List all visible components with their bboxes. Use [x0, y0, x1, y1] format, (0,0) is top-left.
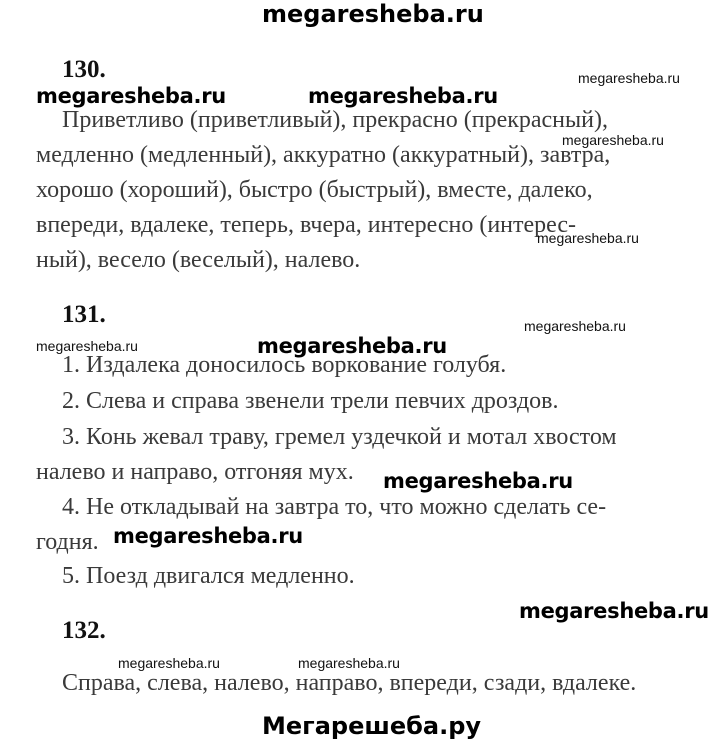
exercise-131-line-5: 4. Не откладывай на завтра то, что можно сделать се-: [62, 494, 607, 520]
watermark-small: megaresheba.ru: [537, 230, 639, 246]
watermark-small: megaresheba.ru: [118, 655, 220, 671]
watermark-small: megaresheba.ru: [298, 655, 400, 671]
watermark-large: megaresheba.ru: [519, 599, 709, 623]
watermark-large: megaresheba.ru: [308, 84, 498, 108]
exercise-131-line-2: 2. Слева и справа звенели трели певчих дроздов.: [62, 388, 559, 414]
watermark-small: megaresheba.ru: [578, 70, 680, 86]
exercise-131-line-1: 1. Издалека доносилось воркование голубя.: [62, 352, 507, 378]
exercise-132-number: 132.: [62, 617, 106, 644]
exercise-130-line-1: Приветливо (приветливый), прекрасно (прекрасный),: [62, 107, 608, 133]
header-site-name: megaresheba.ru: [262, 0, 484, 28]
watermark-large: megaresheba.ru: [383, 469, 573, 493]
exercise-131-line-4: налево и направо, отгоняя мух.: [36, 459, 354, 485]
exercise-131-line-3: 3. Конь жевал траву, гремел уздечкой и мотал хвостом: [62, 424, 617, 450]
footer-site-name: Мегарешеба.ру: [262, 712, 482, 740]
watermark-large: megaresheba.ru: [113, 524, 303, 548]
watermark-small: megaresheba.ru: [562, 132, 664, 148]
exercise-130-number: 130.: [62, 56, 106, 83]
exercise-131-number: 131.: [62, 301, 106, 328]
watermark-large: megaresheba.ru: [257, 334, 447, 358]
exercise-130-line-2: медленно (медленный), аккуратно (аккуратный), завтра,: [36, 142, 611, 168]
exercise-131-line-6: годня.: [36, 529, 99, 555]
watermark-large: megaresheba.ru: [36, 84, 226, 108]
exercise-130-line-4: впереди, вдалеке, теперь, вчера, интересно (интерес-: [36, 212, 577, 238]
exercise-130-line-3: хорошо (хороший), быстро (быстрый), вместе, далеко,: [36, 177, 593, 203]
watermark-small: megaresheba.ru: [36, 338, 138, 354]
exercise-130-line-5: ный), весело (веселый), налево.: [36, 247, 361, 273]
exercise-131-line-7: 5. Поезд двигался медленно.: [62, 563, 355, 589]
exercise-132-line-1: Справа, слева, налево, направо, впереди, сзади, вдалеке.: [62, 670, 637, 696]
watermark-small: megaresheba.ru: [524, 318, 626, 334]
